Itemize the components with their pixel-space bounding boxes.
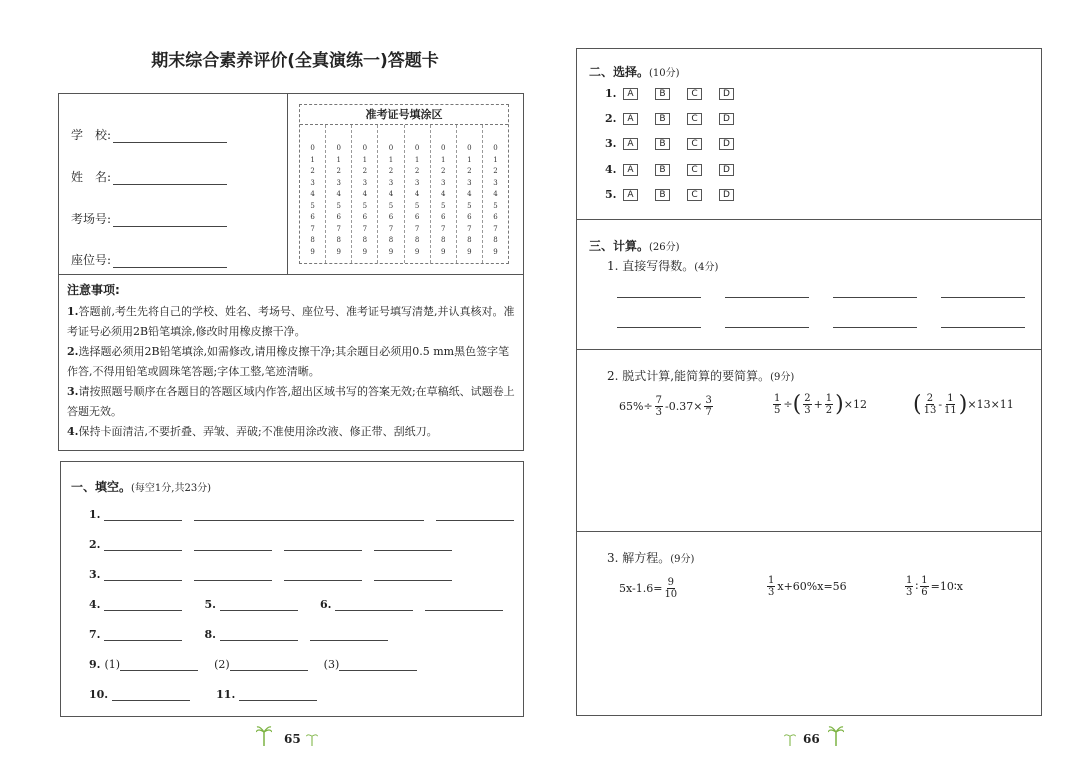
ticket-digit[interactable]: 7 bbox=[440, 224, 446, 233]
option-a[interactable]: A bbox=[623, 164, 638, 176]
ticket-digit[interactable]: 9 bbox=[310, 247, 315, 256]
ticket-digit[interactable]: 2 bbox=[493, 167, 498, 175]
ticket-digit[interactable]: 3 bbox=[388, 178, 394, 187]
option-b[interactable]: B bbox=[655, 164, 670, 176]
divider bbox=[287, 94, 288, 274]
answer-line[interactable] bbox=[725, 297, 809, 298]
ticket-digit[interactable]: 4 bbox=[440, 190, 446, 198]
option-d[interactable]: D bbox=[719, 138, 734, 150]
name-field[interactable]: 姓 名: bbox=[71, 168, 227, 185]
ticket-digit-column[interactable] bbox=[457, 125, 483, 263]
option-c[interactable]: C bbox=[687, 189, 702, 201]
ticket-digit-column[interactable] bbox=[483, 125, 508, 263]
option-a[interactable]: A bbox=[623, 113, 638, 125]
ticket-digit[interactable]: 3 bbox=[414, 178, 420, 187]
page-number-left: 65 bbox=[284, 732, 301, 746]
ticket-digit[interactable]: 8 bbox=[336, 236, 341, 244]
ticket-digit[interactable]: 2 bbox=[440, 167, 446, 175]
exam-room-line[interactable] bbox=[113, 215, 227, 227]
ticket-digit[interactable]: 1 bbox=[388, 155, 394, 164]
ticket-digit[interactable]: 0 bbox=[310, 144, 315, 152]
blank[interactable] bbox=[194, 569, 272, 581]
ticket-digit[interactable]: 8 bbox=[467, 236, 472, 244]
blank[interactable] bbox=[425, 599, 503, 611]
ticket-digit-column[interactable] bbox=[405, 125, 431, 263]
ticket-digit[interactable]: 8 bbox=[362, 236, 368, 244]
option-a[interactable]: A bbox=[623, 138, 638, 150]
blank[interactable] bbox=[436, 509, 514, 521]
option-a[interactable]: A bbox=[623, 189, 638, 201]
blank[interactable] bbox=[374, 539, 452, 551]
ticket-digit[interactable]: 7 bbox=[493, 224, 498, 233]
option-b[interactable]: B bbox=[655, 189, 670, 201]
page-number-right: 66 bbox=[803, 732, 820, 746]
answer-line[interactable] bbox=[617, 327, 701, 328]
blank[interactable] bbox=[104, 539, 182, 551]
notes-title: 注意事项: bbox=[67, 283, 120, 297]
option-d[interactable]: D bbox=[719, 164, 734, 176]
blank-row-10: 10. 11. bbox=[89, 688, 317, 701]
ticket-digit[interactable]: 7 bbox=[362, 224, 368, 233]
seat-number-line[interactable] bbox=[113, 256, 227, 268]
ticket-digit[interactable]: 6 bbox=[362, 213, 368, 221]
note-item: 1.答题前,考生先将自己的学校、姓名、考场号、座位号、准考证号填写清楚,并认真核对。准考证号必须用2B铅笔填涂,修改时用橡皮擦干净。 bbox=[67, 305, 515, 338]
option-d[interactable]: D bbox=[719, 113, 734, 125]
choice-row-3: 3. A B C D bbox=[605, 137, 751, 150]
ticket-digit[interactable]: 5 bbox=[493, 201, 498, 210]
palm-leaf-icon bbox=[256, 726, 272, 746]
option-b[interactable]: B bbox=[655, 88, 670, 100]
ticket-digit[interactable]: 3 bbox=[467, 178, 472, 187]
ticket-digit[interactable]: 1 bbox=[467, 155, 472, 164]
ticket-digit[interactable]: 3 bbox=[336, 178, 341, 187]
ticket-digit[interactable]: 0 bbox=[440, 144, 446, 152]
ticket-digit[interactable]: 5 bbox=[336, 201, 341, 210]
blank-row-2: 2. bbox=[89, 538, 452, 551]
ticket-digit-columns[interactable] bbox=[300, 125, 508, 263]
blank-row-4: 4. 5. 6. bbox=[89, 598, 503, 611]
ticket-digit[interactable]: 4 bbox=[414, 190, 420, 198]
ticket-digit[interactable]: 4 bbox=[310, 190, 315, 198]
ticket-digit[interactable]: 5 bbox=[467, 201, 472, 210]
note-item: 2.选择题必须用2B铅笔填涂,如需修改,请用橡皮擦干净;其余题目必须用0.5 mm黑色签字笔作答,不得用铅笔或圆珠笔答题;字体工整,笔迹清晰。 bbox=[67, 345, 510, 378]
section1-header: 一、填空。(每空1分,共23分) bbox=[71, 480, 212, 494]
ticket-digit[interactable]: 6 bbox=[440, 213, 446, 221]
ticket-digit[interactable]: 0 bbox=[362, 144, 368, 152]
ticket-digit[interactable]: 5 bbox=[362, 201, 368, 210]
ticket-digit[interactable]: 9 bbox=[414, 247, 420, 256]
ticket-digit[interactable]: 7 bbox=[388, 224, 394, 233]
section3-header: 三、计算。(26分) bbox=[589, 239, 680, 253]
blank[interactable] bbox=[120, 659, 198, 671]
blank[interactable] bbox=[104, 599, 182, 611]
option-c[interactable]: C bbox=[687, 113, 702, 125]
ticket-digit[interactable]: 4 bbox=[493, 190, 498, 198]
blank-row-9: 9. (1) (2) (3) bbox=[89, 658, 417, 671]
ticket-digit-column[interactable] bbox=[378, 125, 404, 263]
ticket-digit[interactable]: 4 bbox=[336, 190, 341, 198]
ticket-digit[interactable]: 9 bbox=[388, 247, 394, 256]
ticket-digit[interactable]: 5 bbox=[440, 201, 446, 210]
ticket-digit[interactable]: 3 bbox=[493, 178, 498, 187]
school-field[interactable]: 学 校: bbox=[71, 126, 227, 143]
answer-line[interactable] bbox=[941, 327, 1025, 328]
ticket-digit[interactable]: 8 bbox=[440, 236, 446, 244]
divider bbox=[577, 531, 1041, 532]
ticket-digit[interactable]: 9 bbox=[362, 247, 368, 256]
ticket-digit[interactable]: 1 bbox=[493, 155, 498, 164]
ticket-digit[interactable]: 5 bbox=[310, 201, 315, 210]
ticket-digit[interactable]: 1 bbox=[310, 155, 315, 164]
divider bbox=[577, 349, 1041, 350]
divider bbox=[577, 219, 1041, 220]
ticket-digit[interactable]: 7 bbox=[414, 224, 420, 233]
option-c[interactable]: C bbox=[687, 164, 702, 176]
ticket-digit[interactable]: 8 bbox=[310, 236, 315, 244]
ticket-digit[interactable]: 6 bbox=[414, 213, 420, 221]
section2-header: 二、选择。(10分) bbox=[589, 65, 680, 79]
ticket-digit[interactable]: 0 bbox=[493, 144, 498, 152]
choice-row-4: 4. A B C D bbox=[605, 163, 751, 176]
option-a[interactable]: A bbox=[623, 88, 638, 100]
ticket-digit[interactable]: 0 bbox=[414, 144, 420, 152]
ticket-digit[interactable]: 0 bbox=[336, 144, 341, 152]
palm-leaf-icon bbox=[828, 726, 844, 746]
ticket-digit[interactable]: 6 bbox=[493, 213, 498, 221]
ticket-digit[interactable]: 0 bbox=[388, 144, 394, 152]
note-item: 4.保持卡面清洁,不要折叠、弄皱、弄破;不准使用涂改液、修正带、刮纸刀。 bbox=[67, 425, 438, 438]
blank[interactable] bbox=[230, 659, 308, 671]
ticket-digit[interactable]: 7 bbox=[336, 224, 341, 233]
ticket-digit[interactable]: 1 bbox=[336, 155, 341, 164]
ticket-digit[interactable]: 7 bbox=[310, 224, 315, 233]
blank-row-1: 1. bbox=[89, 508, 514, 521]
choice-row-1: 1. A B C D bbox=[605, 87, 751, 100]
answer-line[interactable] bbox=[833, 327, 917, 328]
answer-line[interactable] bbox=[941, 297, 1025, 298]
ticket-digit[interactable]: 6 bbox=[310, 213, 315, 221]
ticket-digit[interactable]: 2 bbox=[336, 167, 341, 175]
ticket-digit[interactable]: 8 bbox=[493, 236, 498, 244]
blank[interactable] bbox=[339, 659, 417, 671]
palm-leaf-icon bbox=[784, 732, 796, 746]
blank[interactable] bbox=[220, 629, 298, 641]
expression-b: $\frac{1}{5}$ ÷ ( $\frac{2}{3}$ + $\frac{1}{2}$ ) ×12 bbox=[774, 391, 867, 417]
ticket-digit[interactable]: 2 bbox=[467, 167, 472, 175]
ticket-digit[interactable]: 6 bbox=[336, 213, 341, 221]
ticket-digit[interactable]: 3 bbox=[310, 178, 315, 187]
blank[interactable] bbox=[194, 509, 424, 521]
ticket-digit[interactable]: 7 bbox=[467, 224, 472, 233]
blank[interactable] bbox=[112, 689, 190, 701]
blank[interactable] bbox=[104, 629, 182, 641]
option-d[interactable]: D bbox=[719, 189, 734, 201]
exam-room-field[interactable]: 考场号: bbox=[71, 210, 227, 227]
choice-row-2: 2. A B C D bbox=[605, 112, 751, 125]
ticket-digit[interactable]: 2 bbox=[388, 167, 394, 175]
blank[interactable] bbox=[284, 539, 362, 551]
ticket-digit[interactable]: 3 bbox=[362, 178, 368, 187]
blank-row-3: 3. bbox=[89, 568, 452, 581]
ticket-digit[interactable]: 6 bbox=[388, 213, 394, 221]
name-line[interactable] bbox=[113, 173, 227, 185]
right-answer-panel bbox=[576, 48, 1042, 716]
q2-header: 2. 脱式计算,能简算的要简算。(9分) bbox=[607, 369, 795, 383]
answer-card-title: 期末综合素养评价(全真演练一)答题卡 bbox=[151, 51, 439, 71]
option-b[interactable]: B bbox=[655, 113, 670, 125]
ticket-number-fill-area[interactable] bbox=[299, 104, 509, 264]
q1-header: 1. 直接写得数。(4分) bbox=[607, 259, 719, 273]
ticket-digit-column[interactable] bbox=[352, 125, 378, 263]
seat-number-field[interactable]: 座位号: bbox=[71, 251, 227, 268]
expression-c: ( $\frac{2}{13}$ - $\frac{1}{11}$ ) ×13×11 bbox=[913, 391, 1014, 417]
ticket-digit[interactable]: 9 bbox=[440, 247, 446, 256]
option-c[interactable]: C bbox=[687, 138, 702, 150]
blank[interactable] bbox=[104, 509, 182, 521]
ticket-digit[interactable]: 5 bbox=[414, 201, 420, 210]
ticket-digit[interactable]: 5 bbox=[388, 201, 394, 210]
choice-row-5: 5. A B C D bbox=[605, 188, 751, 201]
blank[interactable] bbox=[310, 629, 388, 641]
answer-line[interactable] bbox=[617, 297, 701, 298]
blank[interactable] bbox=[335, 599, 413, 611]
equation-d: 5x-1.6= $\frac{9}{10}$ bbox=[619, 577, 678, 600]
ticket-digit[interactable]: 2 bbox=[310, 167, 315, 175]
ticket-digit[interactable]: 0 bbox=[467, 144, 472, 152]
blank[interactable] bbox=[194, 539, 272, 551]
school-line[interactable] bbox=[113, 131, 227, 143]
ticket-digit[interactable]: 8 bbox=[414, 236, 420, 244]
blank[interactable] bbox=[220, 599, 298, 611]
ticket-digit[interactable]: 1 bbox=[414, 155, 420, 164]
ticket-digit[interactable]: 6 bbox=[467, 213, 472, 221]
candidate-info-panel bbox=[58, 93, 524, 451]
note-item: 3.请按照题号顺序在各题目的答题区域内作答,超出区域书写的答案无效;在草稿纸、试题卷上答题无效。 bbox=[67, 385, 515, 418]
ticket-digit[interactable]: 1 bbox=[362, 155, 368, 164]
fill-blank-section bbox=[60, 461, 524, 717]
ticket-digit[interactable]: 8 bbox=[388, 236, 394, 244]
ticket-digit[interactable]: 2 bbox=[414, 167, 420, 175]
equation-e: $\frac{1}{3}$ x+60%x=56 bbox=[768, 575, 847, 598]
option-d[interactable]: D bbox=[719, 88, 734, 100]
ticket-digit[interactable]: 9 bbox=[336, 247, 341, 256]
ticket-digit[interactable]: 3 bbox=[440, 178, 446, 187]
notes-section bbox=[59, 274, 523, 448]
expression-a: 65%÷ $\frac{7}{3}$ -0.37× $\frac{3}{7}$ bbox=[619, 395, 712, 418]
answer-line[interactable] bbox=[833, 297, 917, 298]
equation-f: $\frac{1}{3}$ ∶ $\frac{1}{6}$ =10∶x bbox=[906, 575, 963, 598]
palm-leaf-icon bbox=[306, 732, 318, 746]
ticket-area-title: 准考证号填涂区 bbox=[300, 105, 508, 125]
ticket-digit[interactable]: 4 bbox=[467, 190, 472, 198]
ticket-digit[interactable]: 1 bbox=[440, 155, 446, 164]
option-c[interactable]: C bbox=[687, 88, 702, 100]
blank[interactable] bbox=[284, 569, 362, 581]
ticket-digit[interactable]: 2 bbox=[362, 167, 368, 175]
answer-line[interactable] bbox=[725, 327, 809, 328]
ticket-digit[interactable]: 4 bbox=[362, 190, 368, 198]
option-b[interactable]: B bbox=[655, 138, 670, 150]
ticket-digit[interactable]: 4 bbox=[388, 190, 394, 198]
blank-row-7: 7. 8. bbox=[89, 628, 388, 641]
blank[interactable] bbox=[374, 569, 452, 581]
ticket-digit[interactable]: 9 bbox=[467, 247, 472, 256]
ticket-digit[interactable]: 9 bbox=[493, 247, 498, 256]
blank[interactable] bbox=[104, 569, 182, 581]
blank[interactable] bbox=[239, 689, 317, 701]
q3-header: 3. 解方程。(9分) bbox=[607, 551, 695, 565]
ticket-digit-column[interactable] bbox=[300, 125, 326, 263]
ticket-digit-column[interactable] bbox=[326, 125, 352, 263]
ticket-digit-column[interactable] bbox=[431, 125, 457, 263]
